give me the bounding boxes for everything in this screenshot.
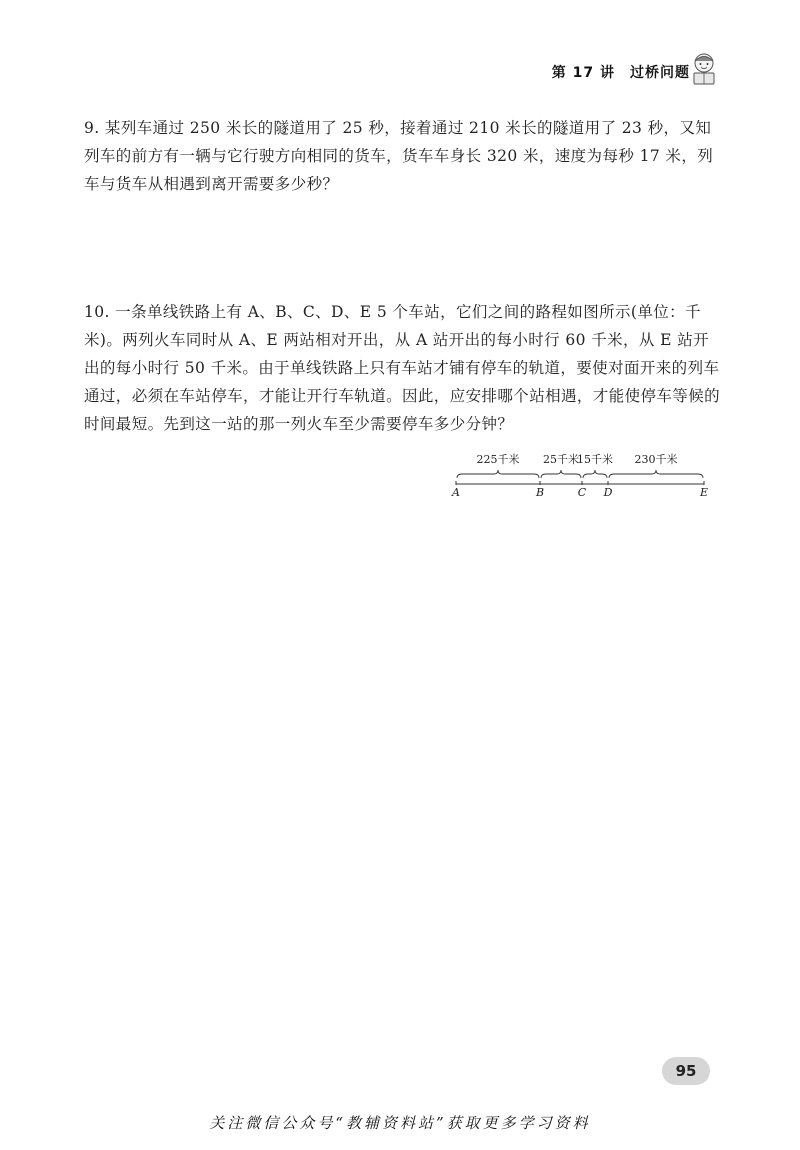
railway-distance-diagram: [448, 448, 718, 500]
station-label: B: [535, 486, 545, 499]
footer-note: 关注微信公众号“教辅资料站”获取更多学习资料: [209, 1114, 591, 1132]
segment-brace: [541, 470, 581, 478]
segment-brace: [583, 470, 607, 478]
diagram-station-labels: [451, 486, 708, 499]
problem-9-text: 9. 某列车通过 250 米长的隧道用了 25 秒，接着通过 210 米长的隧道用了 23 秒，又知列车的前方有一辆与它行驶方向相同的货车，货车车身长 320 米，速度为每秒 17 米，列车与货车从相遇到离开需要多少秒？: [84, 119, 714, 193]
segment-distance-label: 230千米: [634, 453, 678, 466]
station-label: A: [452, 486, 460, 499]
diagram-segment-labels: [477, 452, 678, 466]
station-label: E: [699, 486, 709, 499]
station-label: D: [603, 486, 613, 499]
chapter-header: 第 17 讲 过桥问题: [551, 65, 690, 81]
segment-distance-label: 25千米: [543, 453, 579, 466]
page-number: 95: [662, 1057, 710, 1085]
station-label: C: [577, 486, 587, 499]
segment-brace: [609, 470, 703, 478]
segment-distance-label: 225千米: [476, 453, 520, 466]
problem-10-text: 10. 一条单线铁路上有 A、B、C、D、E 5 个车站，它们之间的路程如图所示(单位：千米)。两列火车同时从 A、E 两站相对开出，从 A 站开出的每小时行 60 千米，从 E 站开出的每小时行 50 千米。由于单线铁路上只有车站才铺有停车的轨道，要使对面开来的列车通过，必须在车站停车，才能让开行车轨道。因此，应安排哪个站相遇，才能使停车等候的时间最短。先到这一站的那一列火车至少需要停车多少分钟？: [84, 303, 721, 433]
student-reading-icon: [690, 52, 718, 86]
segment-brace: [457, 470, 539, 478]
diagram-braces: [457, 470, 703, 478]
segment-distance-label: 15千米: [577, 453, 613, 466]
